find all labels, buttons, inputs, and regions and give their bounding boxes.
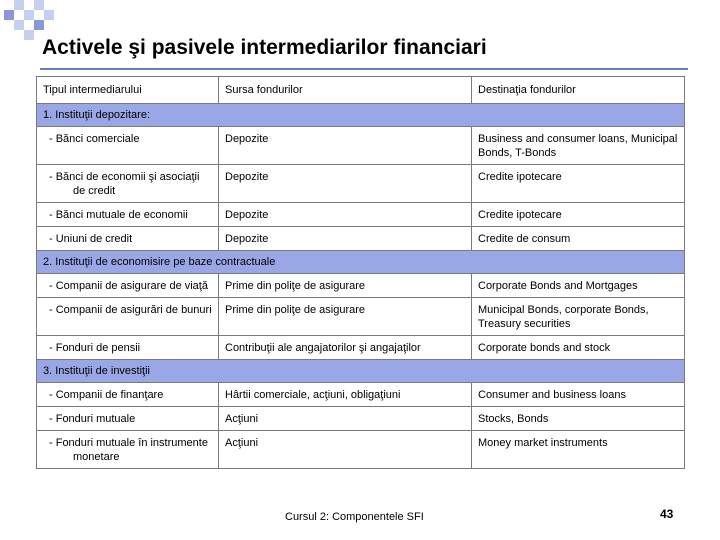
cell-text: Credite ipotecare xyxy=(478,209,562,221)
cell-fund-source xyxy=(219,407,472,431)
cell-fund-destination xyxy=(472,431,685,469)
cell-text: - Bănci comerciale xyxy=(49,133,140,145)
cell-fund-destination xyxy=(472,127,685,165)
cell-intermediary-type xyxy=(37,407,219,431)
cell-intermediary-type xyxy=(37,431,219,469)
cell-text: - Fonduri de pensii xyxy=(49,342,141,354)
table-row xyxy=(37,336,685,360)
cell-text: Stocks, Bonds xyxy=(478,413,549,425)
section-label: 3. Instituţii de investiţii xyxy=(37,360,685,383)
table-row xyxy=(37,431,685,469)
cell-text: Corporate Bonds and Mortgages xyxy=(478,280,638,292)
cell-text: Depozite xyxy=(225,233,269,245)
section-row xyxy=(37,251,685,274)
cell-text: - Companii de asigurări de bunuri xyxy=(49,304,212,316)
cell-fund-source xyxy=(219,203,472,227)
cell-text: Municipal Bonds, corporate Bonds, Treasury securities xyxy=(478,304,649,330)
cell-fund-source xyxy=(219,274,472,298)
cell-fund-destination xyxy=(472,383,685,407)
cell-fund-source xyxy=(219,383,472,407)
table-row xyxy=(37,383,685,407)
cell-fund-destination xyxy=(472,274,685,298)
cell-text: Acţiuni xyxy=(225,413,259,425)
cell-fund-destination xyxy=(472,165,685,203)
cell-text: Business and consumer loans, Municipal Bonds, T-Bonds xyxy=(478,133,678,159)
cell-text: - Bănci de economii şi asociaţii de credit xyxy=(49,171,200,197)
cell-fund-destination xyxy=(472,336,685,360)
cell-fund-destination xyxy=(472,227,685,251)
header-destination: Destinaţia fondurilor xyxy=(472,77,685,104)
cell-intermediary-type xyxy=(37,383,219,407)
cell-fund-source xyxy=(219,336,472,360)
cell-fund-source xyxy=(219,227,472,251)
cell-text: Depozite xyxy=(225,209,269,221)
cell-fund-destination xyxy=(472,298,685,336)
cell-fund-source xyxy=(219,127,472,165)
cell-text: Depozite xyxy=(225,133,269,145)
table-header-row xyxy=(37,77,685,104)
cell-text: Depozite xyxy=(225,171,269,183)
page-number: 43 xyxy=(660,507,674,521)
cell-text: Contribuţii ale angajatorilor şi angajaţilor xyxy=(225,342,421,354)
table-row xyxy=(37,407,685,431)
cell-fund-destination xyxy=(472,203,685,227)
cell-text: Money market instruments xyxy=(478,437,608,449)
section-row xyxy=(37,104,685,127)
cell-fund-destination xyxy=(472,407,685,431)
page-title: Activele şi pasivele intermediarilor financiari xyxy=(42,36,487,59)
cell-text: Hârtii comerciale, acţiuni, obligaţiuni xyxy=(225,389,401,401)
cell-text: - Fonduri mutuale în instrumente monetare xyxy=(49,437,208,463)
section-label: 2. Instituţii de economisire pe baze contractuale xyxy=(37,251,685,274)
cell-text: Acţiuni xyxy=(225,437,259,449)
cell-fund-source xyxy=(219,431,472,469)
cell-text: - Companii de asigurare de viaţă xyxy=(49,280,208,292)
table-row xyxy=(37,127,685,165)
table-row xyxy=(37,274,685,298)
cell-intermediary-type xyxy=(37,165,219,203)
cell-text: - Fonduri mutuale xyxy=(49,413,136,425)
cell-text: Credite ipotecare xyxy=(478,171,562,183)
cell-fund-source xyxy=(219,165,472,203)
cell-intermediary-type xyxy=(37,127,219,165)
cell-intermediary-type xyxy=(37,274,219,298)
cell-intermediary-type xyxy=(37,203,219,227)
cell-text: Corporate bonds and stock xyxy=(478,342,611,354)
cell-text: Prime din poliţe de asigurare xyxy=(225,280,366,292)
cell-text: Prime din poliţe de asigurare xyxy=(225,304,366,316)
table-row xyxy=(37,165,685,203)
header-source: Sursa fondurilor xyxy=(219,77,472,104)
cell-text: Consumer and business loans xyxy=(478,389,626,401)
cell-text: Credite de consum xyxy=(478,233,571,245)
table-row xyxy=(37,227,685,251)
section-row xyxy=(37,360,685,383)
cell-intermediary-type xyxy=(37,336,219,360)
header-type: Tipul intermediarului xyxy=(37,77,219,104)
title-divider xyxy=(40,68,688,70)
section-label: 1. Instituţii depozitare: xyxy=(37,104,685,127)
cell-text: - Companii de finanţare xyxy=(49,389,164,401)
table-row xyxy=(37,298,685,336)
cell-intermediary-type xyxy=(37,227,219,251)
cell-fund-source xyxy=(219,298,472,336)
cell-text: - Bănci mutuale de economii xyxy=(49,209,188,221)
table-row xyxy=(37,203,685,227)
cell-intermediary-type xyxy=(37,298,219,336)
cell-text: - Uniuni de credit xyxy=(49,233,133,245)
footer-text: Cursul 2: Componentele SFI xyxy=(285,511,424,523)
intermediaries-table xyxy=(36,76,685,469)
